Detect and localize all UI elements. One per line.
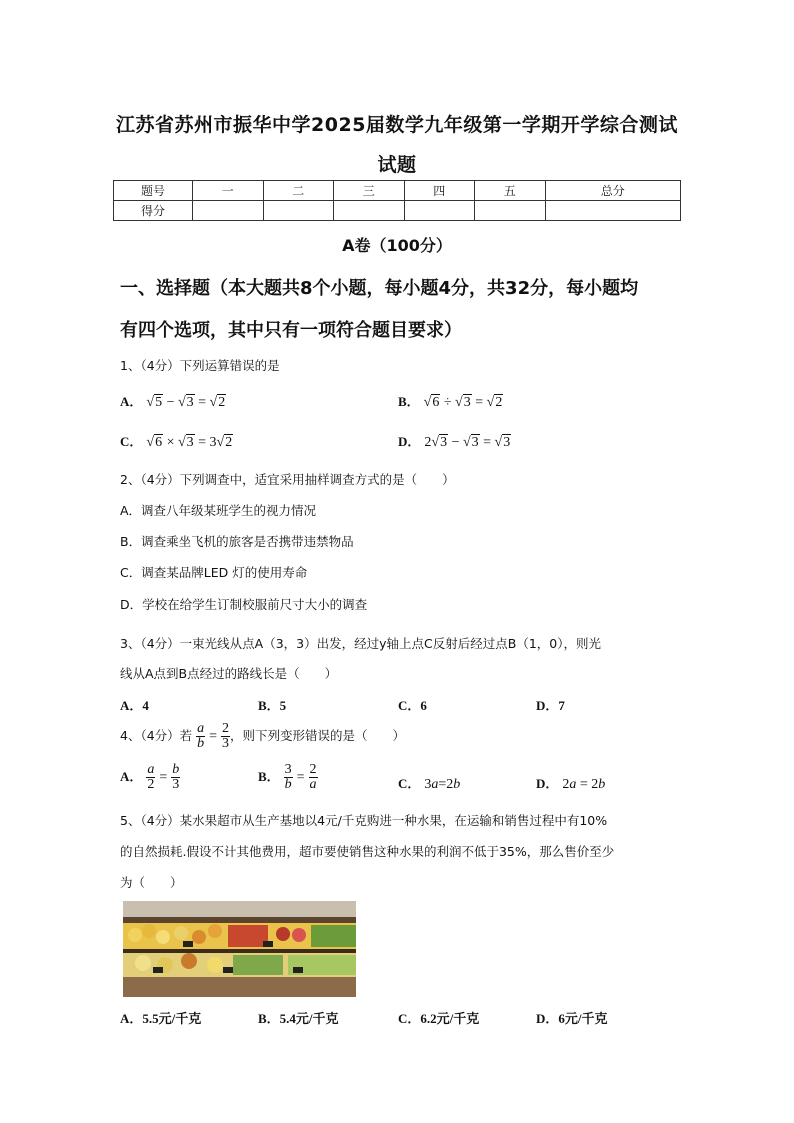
q3-option-b: B．5 xyxy=(258,698,287,713)
q5-stem-line3: 为（ ） xyxy=(120,875,183,890)
q1-b-expression: √6 ÷ √3 = √2 xyxy=(423,395,503,410)
q1-c-expression: √6 × √3 = 3√2 xyxy=(146,435,233,450)
score-table-score-row xyxy=(114,201,681,221)
option-label: B． xyxy=(398,394,420,409)
score-header-cell: 二 xyxy=(263,181,334,201)
option-label: D． xyxy=(398,434,421,449)
option-label: A． xyxy=(120,394,143,409)
q1-option-b xyxy=(398,391,503,411)
score-header-cell: 五 xyxy=(475,181,546,201)
score-header-cell: 三 xyxy=(334,181,405,201)
q4-option-b: B． $\frac{3}{b}$ = $\frac{2}{a}$ xyxy=(258,762,317,792)
q2-option-d: D．学校在给学生订制校服前尺寸大小的调查 xyxy=(120,597,368,612)
score-table-header-row xyxy=(114,181,681,201)
q1-option-a xyxy=(120,391,226,411)
part1-heading-line2: 有四个选项，其中只有一项符合题目要求） xyxy=(120,320,462,341)
q4-fraction-a-over-b: $\frac{a}{b}$ xyxy=(197,721,205,751)
q1-option-c xyxy=(120,431,233,451)
score-header-cell: 总分 xyxy=(545,181,681,201)
q4-option-d: D． 2a = 2b xyxy=(536,776,606,792)
q4-option-a: A． $\frac{a}{2}$ = $\frac{b}{3}$ xyxy=(120,762,180,792)
option-label: B． xyxy=(258,769,280,784)
q4-stem-pre: 4、（4分）若 xyxy=(120,728,193,743)
q1-a-expression: √5 − √3 = √2 xyxy=(146,395,226,410)
q3-option-a: A．4 xyxy=(120,698,149,713)
q4-stem: 4、（4分）若 $\frac{a}{b}$ = $\frac{2}{3}$ ，则下列变形错误的是（ ） xyxy=(120,721,406,751)
score-table xyxy=(113,180,681,221)
q4-stem-post: ，则下列变形错误的是（ ） xyxy=(230,728,406,743)
part1-heading-line1: 一、选择题（本大题共8个小题，每小题4分，共32分，每小题均 xyxy=(120,278,639,299)
q5-option-d: D．6元/千克 xyxy=(536,1011,608,1026)
score-header-cell: 四 xyxy=(404,181,475,201)
option-label: C． xyxy=(398,776,421,791)
fruit-market-photo xyxy=(123,901,356,997)
q5-option-c: C．6.2元/千克 xyxy=(398,1011,480,1026)
score-cell[interactable] xyxy=(263,201,334,221)
q3-option-c: C．6 xyxy=(398,698,427,713)
q4-option-c: C． 3a=2b xyxy=(398,776,461,792)
q3-stem-line1: 3、（4分）一束光线从点A（3，3）出发，经过y轴上点C反射后经过点B（1，0），则光 xyxy=(120,636,601,651)
q3-stem-line2: 线从A点到B点经过的路线长是（ ） xyxy=(120,666,338,681)
option-label: D． xyxy=(536,776,559,791)
q5-stem-line2: 的自然损耗.假设不计其他费用，超市要使销售这种水果的利润不低于35%，那么售价至少 xyxy=(120,844,615,859)
doc-title-line1: 江苏省苏州市振华中学2025届数学九年级第一学期开学综合测试 xyxy=(116,114,678,136)
q1-option-d xyxy=(398,431,511,451)
doc-title-line2: 试题 xyxy=(377,154,417,176)
q5-option-b: B．5.4元/千克 xyxy=(258,1011,339,1026)
q2-option-c: C．调查某品牌LED 灯的使用寿命 xyxy=(120,565,308,580)
q1-stem: 1、（4分）下列运算错误的是 xyxy=(120,358,280,373)
paper-a-heading: A卷（100分） xyxy=(342,236,452,255)
score-header-cell: 一 xyxy=(193,181,264,201)
q4-fraction-2-over-3: $\frac{2}{3}$ xyxy=(222,721,230,751)
q5-option-a: A．5.5元/千克 xyxy=(120,1011,202,1026)
score-cell[interactable] xyxy=(334,201,405,221)
q3-option-d: D．7 xyxy=(536,698,565,713)
score-cell[interactable] xyxy=(545,201,681,221)
option-label: A． xyxy=(120,769,143,784)
q1-d-expression: 2√3 − √3 = √3 xyxy=(424,435,511,450)
q5-stem-line1: 5、（4分）某水果超市从生产基地以4元/千克购进一种水果，在运输和销售过程中有10% xyxy=(120,813,608,828)
q2-option-a: A．调查八年级某班学生的视力情况 xyxy=(120,503,317,518)
score-row-label: 得分 xyxy=(114,201,193,221)
score-cell[interactable] xyxy=(475,201,546,221)
score-cell[interactable] xyxy=(193,201,264,221)
score-header-cell: 题号 xyxy=(114,181,193,201)
q2-option-b: B．调查乘坐飞机的旅客是否携带违禁物品 xyxy=(120,534,354,549)
q2-stem: 2、（4分）下列调查中，适宜采用抽样调查方式的是（ ） xyxy=(120,472,455,487)
score-cell[interactable] xyxy=(404,201,475,221)
option-label: C． xyxy=(120,434,143,449)
